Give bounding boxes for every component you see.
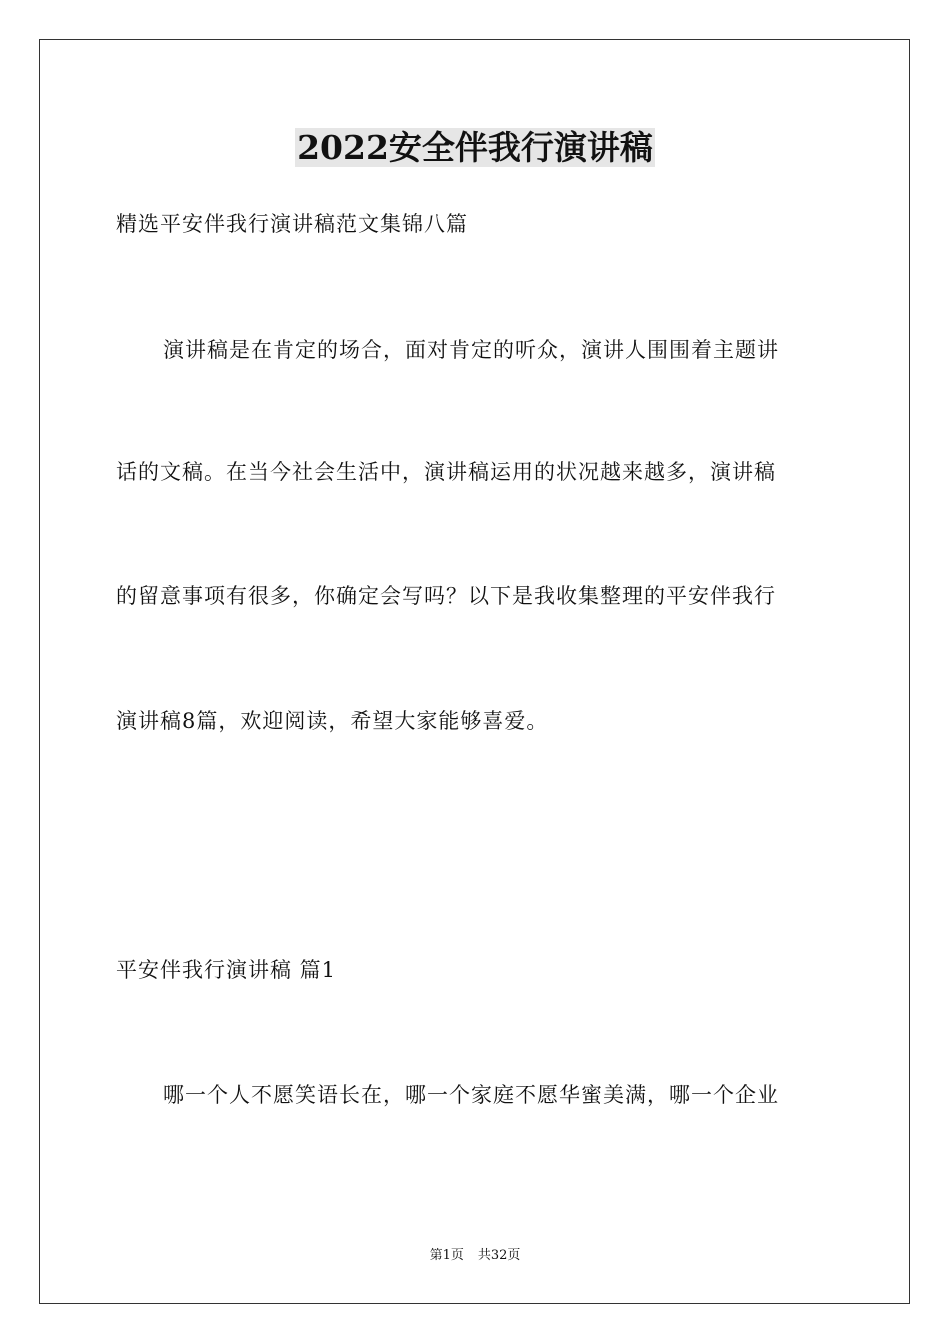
page-footer bbox=[0, 1247, 950, 1265]
total-pages-label: 共32页 bbox=[477, 1248, 521, 1263]
intro-line-4: 演讲稿8篇，欢迎阅读，希望大家能够喜爱。 bbox=[116, 709, 549, 733]
intro-line-3: 的留意事项有很多，你确定会写吗？以下是我收集整理的平安伴我行 bbox=[116, 584, 776, 608]
section-heading: 平安伴我行演讲稿 篇1 bbox=[116, 958, 337, 982]
document-title bbox=[0, 128, 950, 168]
current-page-label: 第1页 bbox=[429, 1248, 464, 1263]
section-first-line: 哪一个人不愿笑语长在，哪一个家庭不愿华蜜美满，哪一个企业 bbox=[163, 1083, 779, 1107]
intro-line-1: 演讲稿是在肯定的场合，面对肯定的听众，演讲人围围着主题讲 bbox=[163, 338, 779, 362]
document-title-text: 2022安全伴我行演讲稿 bbox=[297, 128, 653, 167]
intro-line-2: 话的文稿。在当今社会生活中，演讲稿运用的状况越来越多，演讲稿 bbox=[116, 460, 776, 484]
document-subtitle: 精选平安伴我行演讲稿范文集锦八篇 bbox=[116, 212, 468, 236]
